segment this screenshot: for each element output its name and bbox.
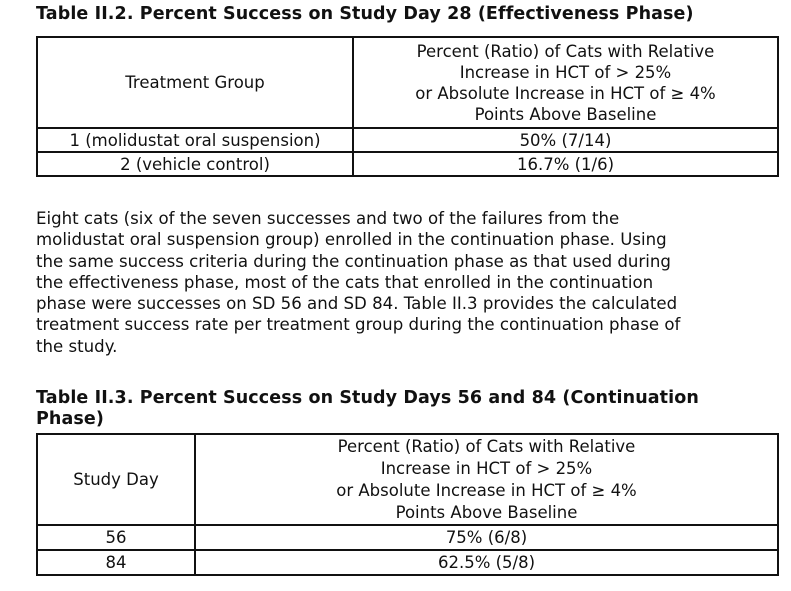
header-percent-ratio	[195, 434, 778, 525]
table-row	[37, 550, 778, 575]
cell-group: 1 (molidustat oral suspension)	[37, 128, 353, 152]
table-ii2	[36, 36, 779, 177]
table-ii3-title	[36, 388, 776, 430]
table-header-row	[37, 37, 778, 128]
header-line: or Absolute Increase in HCT of ≥ 4%	[415, 83, 716, 103]
paragraph-line: molidustat oral suspension group) enrolled in the continuation phase. Using	[36, 230, 667, 250]
header-line: Increase in HCT of > 25%	[459, 62, 672, 82]
title-line: Phase)	[36, 409, 104, 429]
cell-value: 16.7% (1/6)	[353, 152, 778, 176]
table-row	[37, 152, 778, 176]
header-line: Points Above Baseline	[474, 104, 657, 124]
header-treatment-group: Treatment Group	[37, 37, 353, 128]
paragraph-line: Eight cats (six of the seven successes and two of the failures from the	[36, 209, 620, 228]
cell-value: 62.5% (5/8)	[195, 550, 778, 575]
cell-value: 75% (6/8)	[195, 525, 778, 550]
paragraph-line: the effectiveness phase, most of the cats that enrolled in the continuation	[36, 272, 654, 292]
header-line: Points Above Baseline	[395, 502, 578, 522]
header-study-day: Study Day	[37, 434, 195, 525]
header-line: or Absolute Increase in HCT of ≥ 4%	[336, 480, 637, 500]
table-ii2-title: Table II.2. Percent Success on Study Day 28 (Effectiveness Phase)	[36, 4, 694, 24]
header-percent-ratio	[353, 37, 778, 128]
cell-group: 2 (vehicle control)	[37, 152, 353, 176]
cell-day: 84	[37, 550, 195, 575]
paragraph-line: the study.	[36, 336, 118, 356]
title-line: Table II.3. Percent Success on Study Days 56 and 84 (Continuation	[36, 388, 699, 408]
paragraph-line: phase were successes on SD 56 and SD 84. Table II.3 provides the calculated	[36, 294, 678, 314]
continuation-paragraph	[36, 208, 781, 357]
table-header-row	[37, 434, 778, 525]
header-line: Percent (Ratio) of Cats with Relative	[337, 436, 636, 456]
table-ii3	[36, 433, 779, 576]
header-line: Percent (Ratio) of Cats with Relative	[416, 41, 715, 61]
table-row	[37, 525, 778, 550]
paragraph-line: the same success criteria during the continuation phase as that used during	[36, 251, 671, 271]
paragraph-line: treatment success rate per treatment group during the continuation phase of	[36, 315, 681, 335]
cell-day: 56	[37, 525, 195, 550]
header-line: Increase in HCT of > 25%	[380, 458, 593, 478]
cell-value: 50% (7/14)	[353, 128, 778, 152]
table-row	[37, 128, 778, 152]
